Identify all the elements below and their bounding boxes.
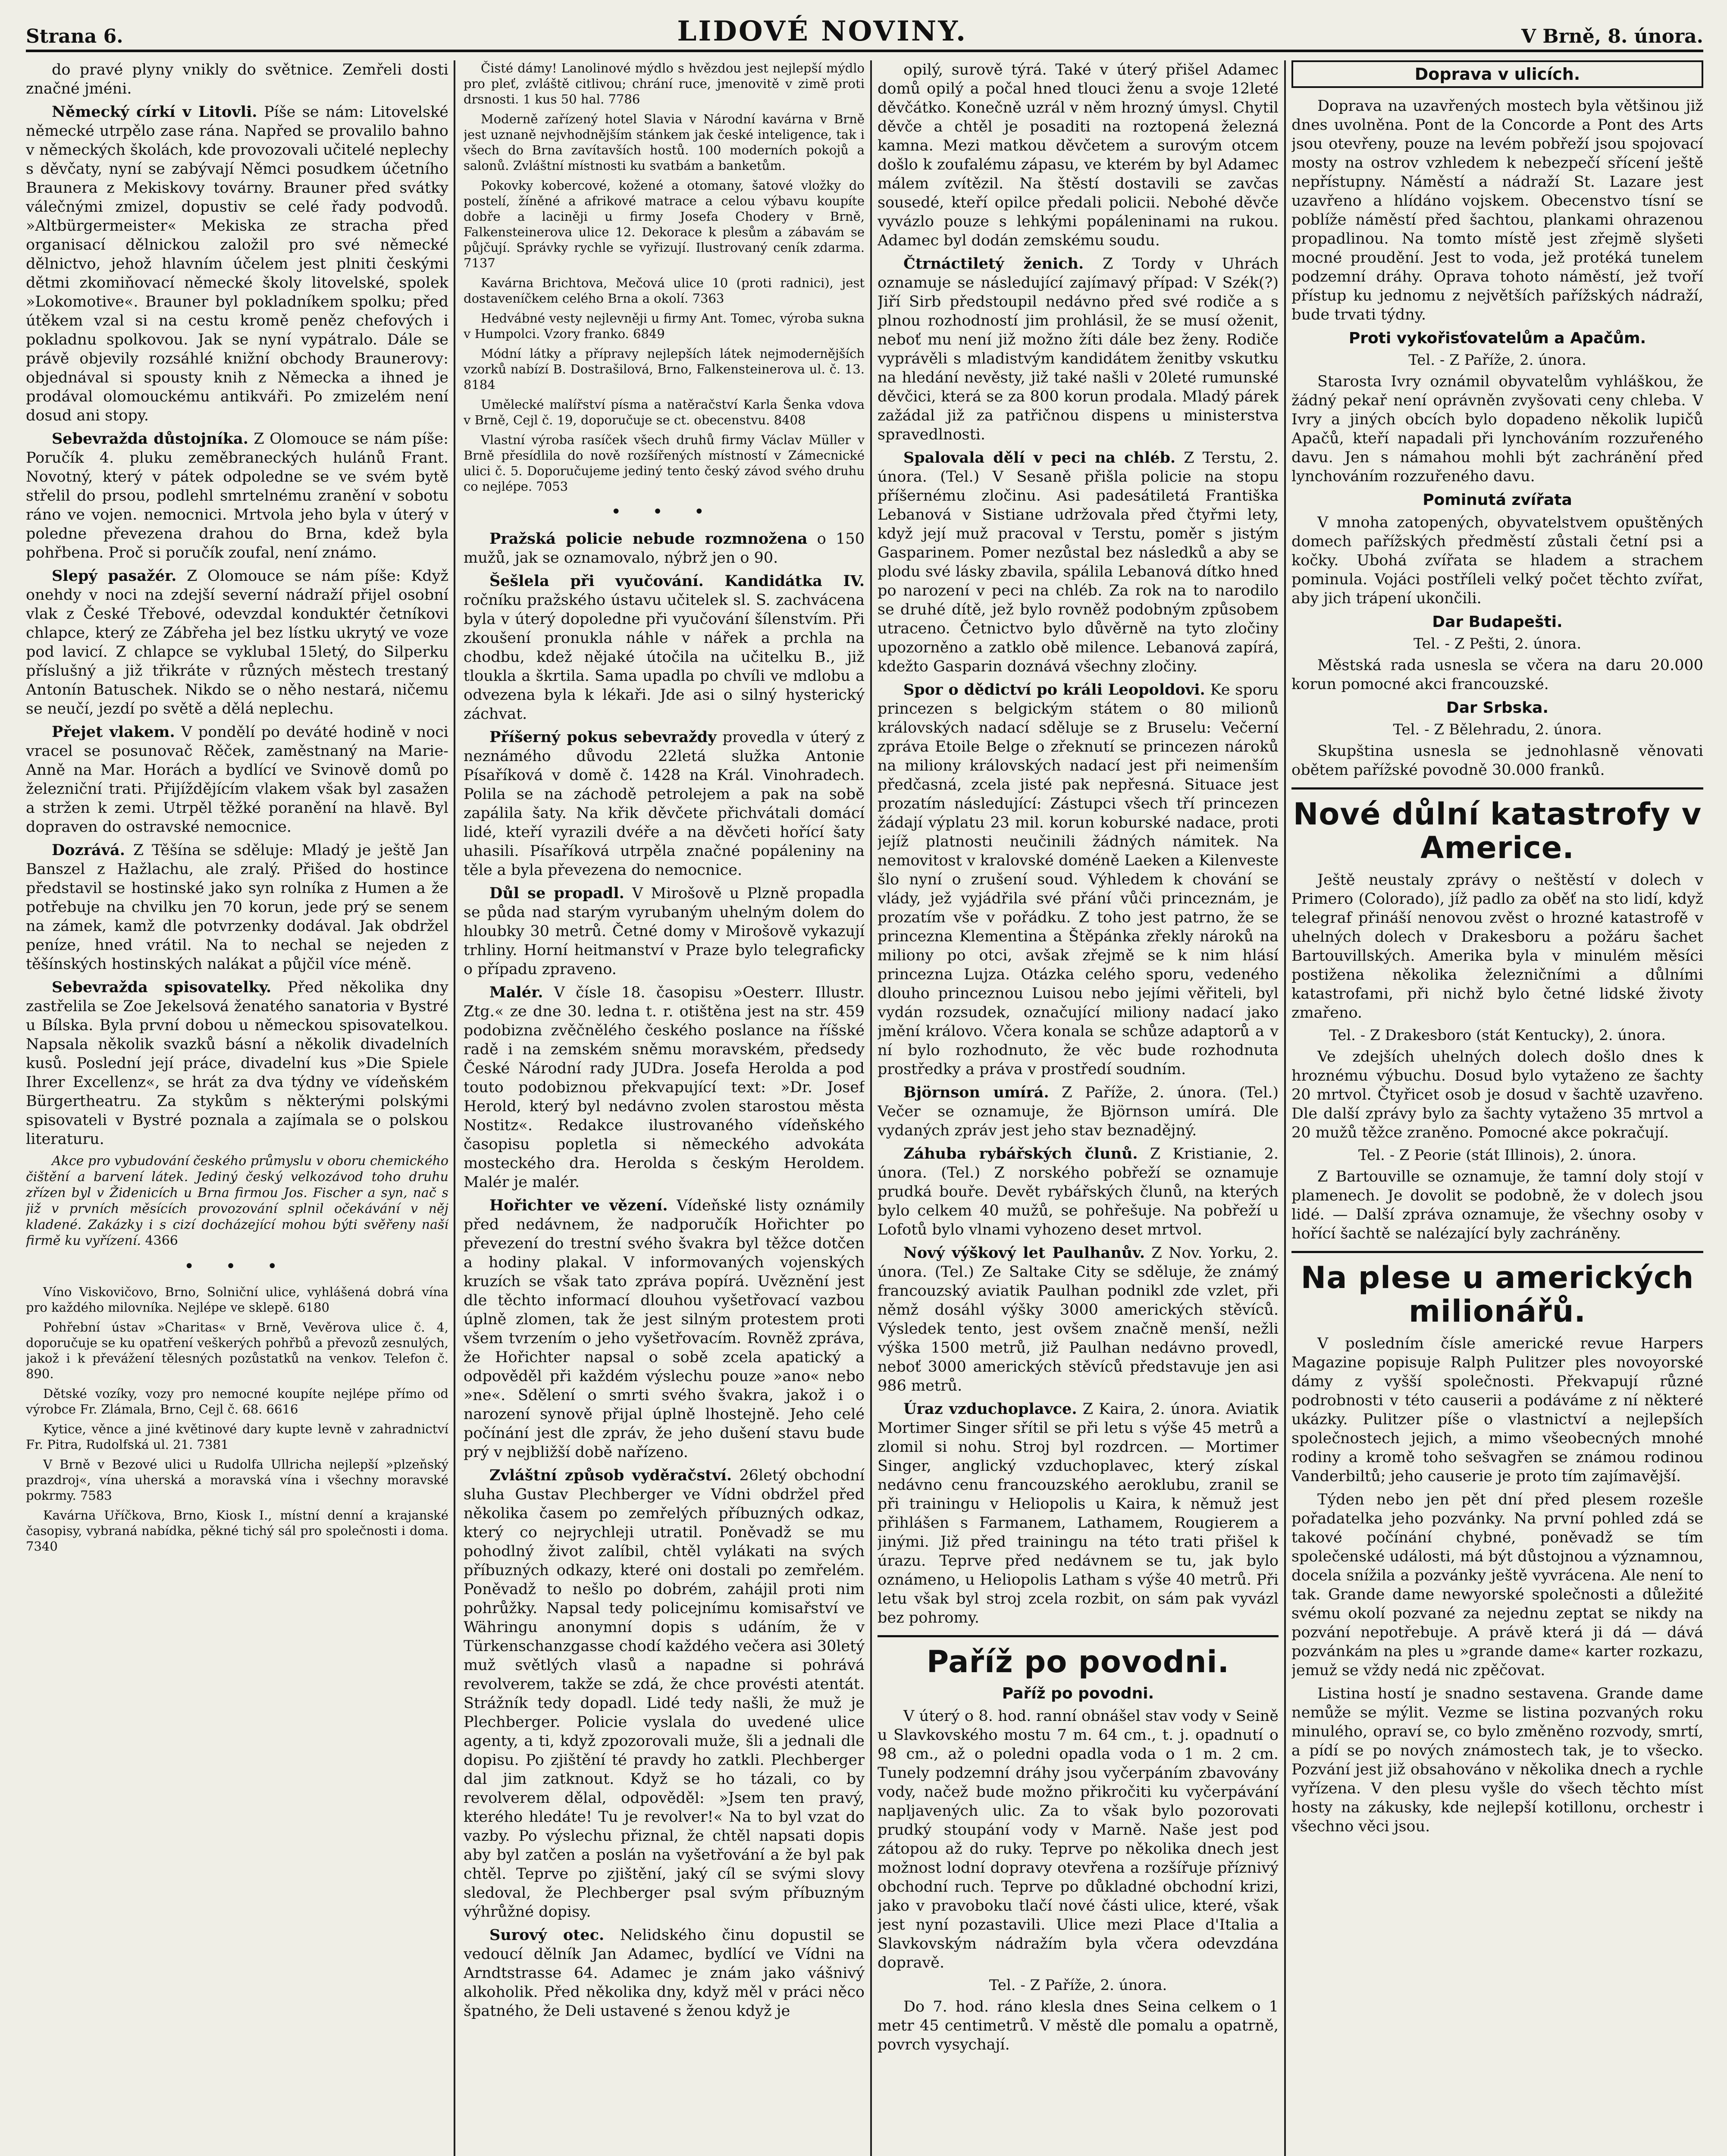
- classified-ad: [464, 111, 865, 173]
- section-heading: Pominutá zvířata: [1423, 491, 1572, 509]
- news-text: provedla v úterý z neznámého důvodu 22letá služka Antonie Písaříková v domě č. 1428 na Král. Vinohradech. Polila se na záchodě petrolejem a pak na sobě zapálila šaty. Na křik děvčete přichvátali domácí lidé, kteří vyrazili dvéře a na děvčeti hořící šaty uhasili. Písaříková utrpěla značné popáleniny na těle a byla převezena do nemocnice.: [464, 729, 865, 879]
- news-text: opilý, surově týrá. Také v úterý přišel Adamec domů opilý a počal hned tlouci ženu a svoje 12leté děvčátko. Konečně uzrál v něm hrozný úmysl. Chytil děvče a chtěl je posaditi na roztopená železná kamna. Mezi matkou děvčetem a surovým otcem došlo k zoufalému zápasu, ve kterém by byl Adamec málem zvítězil. Na štěstí dostavili se zavčas sousedé, kteří opilce předali policii. Nebohé děvče vyvázlo pouze s lehkými popáleninami na rukou. Adamec byl dodán zemskému soudu.: [878, 61, 1279, 249]
- news-item: [464, 572, 865, 724]
- news-item: [878, 448, 1279, 676]
- ad-number: 7053: [536, 479, 568, 494]
- section-rule: [878, 1635, 1279, 1637]
- ad-number: 6616: [266, 1402, 298, 1416]
- masthead-rule: [26, 50, 1703, 52]
- news-item: [464, 884, 865, 979]
- news-text: V čísle 18. časopisu »Oesterr. Illustr. Ztg.« ze dne 30. ledna t. r. otištěna jest na str. 459 podobizna zvěčnělého českého poslance na říšské radě i na zemském sněmu moravském, předsedy České Národní rady JUDra. Josefa Herolda a pod touto podobiznou překvapující text: »Dr. Josef Herold, který byl nedávno zvolen starostou města Nostitz«. Redakce ilustrovaného vídeňského časopisu popletla si německého advokáta mosteckého dra. Herolda s českým Heroldem. Malér je malér.: [464, 984, 865, 1191]
- classified-ad: [464, 432, 865, 494]
- news-text: Ke sporu princezen s belgickým státem o 80 milionů královských nadací sděluje se z Bruselu: Večerní zpráva Etoile Belge o zřeknutí se princezen nároků na miliony královských nadací jest při neimenším předčasná, zcela jisté pak nepřesná. Situace jest prozatím následující: Zástupci všech tří princezen žádají výplatu 23 mil. korun koburské nadace, proti jejíž platnosti neučinili žádných námitek. Na nemovitost v kralovské doméně Laeken a Kilenveste šlo nyní o zrušení soud. Výhledem k chování se vlády, jež vyjádřila své přání vůči princeznám, je prozatím vše v pořádku. Z toho jest patrno, že se princezna Klementina a Štěpánka zřekly nároků na miliony po otci, avšak zřejmě se k nim hlásí princezna Lujza. Otázka celého sporu, vedeného dlouho princeznou Luisou nebo jejími věřiteli, byl vydán rozsudek, označující miliony nadací jako jmění královo. Včera konala se schůze adaptorů a v ní bylo rozhodnuto, že věc bude rozhodnuta prostředky a práva v prostředí soudním.: [878, 681, 1279, 1078]
- news-text: Z Těšína se sděluje: Mladý je ještě Jan Banszel z Hažlachu, ale zralý. Přišed do hostince představil se hostinské jako syn rolníka z Humen a že potřebuje na chvilku jen 70 korun, jede prý se senem na zámek, kamž dle potvrzenky dodával. Jak obdržel peníze, hned vrátil. Na to nechal se nejeden z těšínských hostinských nalákat a půjčil více méně.: [26, 842, 448, 973]
- news-item: [464, 728, 865, 880]
- news-lead: Nový výškový let Paulhanův.: [903, 1244, 1145, 1262]
- news-text: Z Paříže, 2. února. (Tel.) Večer se oznamuje, že Björnson umírá. Dle vydaných zpráv jest jeho stav beznadějný.: [878, 1084, 1279, 1139]
- news-lead: Důl se propadl.: [489, 884, 624, 902]
- ad-text: V Brně v Bezové ulici u Rudolfa Ullricha nejlepší »plzeňský prazdroj«, vína uherská a moravská vína i všechny moravské pokrmy.: [26, 1457, 448, 1503]
- column-rule: [870, 60, 872, 2156]
- article-text: V úterý o 8. hod. ranní obnášel stav vody v Seině u Slavkovského mostu 7 m. 64 cm., t. j. opadnutí o 98 cm., až o poledni opadla voda o 1 m. 2 cm. Tunely podzemní dráhy jsou vyčerpáním zbavovány vody, načež bude možno přikročiti ku vyčerpávání napljavených ulic. Za to však bylo pozorovati prudký stoupání vody v Marně. Naše jest pod zátopou až do ruky. Teprve po několika dnech jest možnost lodní dopravy otevřena a rozšířuje příznivý obchodní ruch. Teprve po důkladné obchodní krizi, jako v pravoboku tlačí nové části ulice, které, však jest nyní pozastavili. Ulice mezi Place d'Italia a Slavkovským nádražím byla včera odevzdána dopravě.: [878, 1708, 1279, 1971]
- section-rule: [1291, 787, 1703, 790]
- news-item: [878, 1244, 1279, 1395]
- ad-number: 6849: [633, 326, 665, 341]
- ad-number: 8408: [774, 413, 806, 427]
- news-text: Nelidského činu dopustil se vedoucí dělník Jan Adamec, bydlící ve Vídni na Arndtstrasse 64. Adamec je znám jako vášnivý alkoholik. Před několika dny, když měl v práci něco špatného, že Deli ustavené s ženou když je: [464, 1927, 865, 2020]
- dateline: Tel. - Z Peorie (stát Illinois), 2. února.: [1358, 1147, 1636, 1164]
- dateline: Tel. - Z Bělehradu, 2. února.: [1393, 721, 1602, 738]
- newspaper-title: LIDOVÉ NOVINY.: [677, 15, 968, 47]
- section-separator: • • •: [611, 502, 718, 522]
- news-item: [464, 1926, 865, 2021]
- classified-ad: [464, 346, 865, 392]
- ad-text: Umělecké malířství písma a natěračství Karla Šenka vdova v Brně, Cejl č. 19, doporučuje se ct. obecenstvu.: [464, 397, 865, 427]
- news-text: V Mirošově u Plzně propadla se půda nad starým vyrubaným uhelným dolem do hloubky 30 metrů. Četné domy v Mirošově vykazují trhliny. Horní heitmanství v Praze bylo telegraficky o případu zpraveno.: [464, 885, 865, 978]
- news-lead: Spor o dědictví po králi Leopoldovi.: [903, 681, 1205, 699]
- news-text: V pondělí po deváté hodině v noci vracel se posunovač Rěček, zaměstnaný na Marie-Anně na Mar. Horách a bydlící ve Svinově domů po železniční trati. Přijíždějícím vlakem však byl zasažen a stržen k zemi. Utrpěl těžké poranění na hlavě. Byl dopraven do ostravské nemocnice.: [26, 724, 448, 836]
- article-text: V posledním čísle americké revue Harpers Magazine popisuje Ralph Pulitzer ples novoyorské dámy z vyšší společnosti. Překvapují různé podrobnosti v této causerii a podáváme z ní některé ukázky. Pulitzer píše o vlastnictví a nejlepších společnostech jejich, a mimo všeobecných mnohé rodiny a kromě toho sešvagřen se známou rodinou Vanderbiltů; jeho causerie je proto tím zajímavější.: [1291, 1335, 1703, 1485]
- news-lead: Björnson umírá.: [903, 1084, 1049, 1101]
- ad-text: Kavárna Brichtova, Mečová ulice 10 (proti radnici), jest dostaveníčkem celého Brna a okolí.: [464, 276, 865, 306]
- article-text: V mnoha zatopených, obyvatelstvem opuštěných domech pařížských předměstí zůstali četní psi a kočky. Ubohá zvířata se hladem a strachem pominula. Vojáci postříleli velký počet těchto zvířat, aby jich trápení ukončili.: [1291, 514, 1703, 607]
- masthead: [26, 13, 1703, 47]
- article-text: Ještě neustaly zprávy o neštěstí v dolech v Primero (Colorado), jíž padlo za oběť na sto lidí, když telegraf přináší nenovou zvěst o hrozné katastrofě v uhelných dolech v Drakesboru a požáru šachet Bartouvillských. Amerika byla v minulém měsíci postižena několika železničními a důlními katastrofami, při nichž bylo četné lidské životy zmařeno.: [1291, 871, 1703, 1022]
- headline-millionaires-ball: Na plese u amerických milionářů.: [1301, 1260, 1694, 1329]
- dateline: Tel. - Z Drakesboro (stát Kentucky), 2. února.: [1329, 1027, 1666, 1044]
- section-heading-box: Doprava v ulicích.: [1291, 60, 1703, 88]
- news-item: [464, 1196, 865, 1462]
- news-item: [878, 1083, 1279, 1140]
- news-text: Z Kaira, 2. února. Aviatik Mortimer Singer sřítil se při letu s výše 45 metrů a zlomil si nohu. Stroj byl rozdrcen. — Mortimer Singer, anglický vzduchoplavec, který získal nedávno cenu francouzského aeroklubu, zranil se při trainingu v Heliopolis u Kaira, k němuž jest přihlášen s Farmanem, Lathamem, Rougierem a jinými. Již před trainingu na této trati přišel k úrazu. Teprve před nedávnem se tu, jak bylo oznámeno, u Heliopolis Latham s výše 40 metrů. Při letu však byl stroj zcela rozbit, on sám pak vyvázl bez pohromy.: [878, 1401, 1279, 1626]
- classified-ad: [26, 1507, 448, 1554]
- news-lead: Sebevražda spisovatelky.: [52, 978, 272, 996]
- ad-number: 7583: [80, 1488, 112, 1503]
- news-text: Z Nov. Yorku, 2. února. (Tel.) Ze Saltake City se sděluje, že známý francouzský aviatik Paulhan podnikl zde vzlet, při němž dosáhl výšky 3000 amerických stěvíců. Výsledek tento, jest ovšem značně menší, nežli výška 1500 metrů, již Paulhan nedávno provedl, neboť 3000 amerických stěvíců představuje jen asi 986 metrů.: [878, 1244, 1279, 1395]
- article-text: Do 7. hod. ráno klesla dnes Seina celkem o 1 metr 45 centimetrů. V městě dle pomalu a opatrně, povrch vysychají.: [878, 1998, 1279, 2053]
- news-item: [464, 1466, 865, 1921]
- article-text: Týden nebo jen pět dní před plesem rozešle pořadatelka jeho pozvánky. Na první pohled zdá se takové počínání chybné, poněvadž se tím společenské události, má být důstojnou a významnou, docela snížila a pozvánky ještě vyvrácena. Ale není to tak. Grande dame newyorské společnosti a důležité svému okolí pozvané za nejednu zeptat se nikdy na pozvání nepotřebuje. A právě která ji dá — dává pozvánkám na ples u »grande dame« karter rozkazu, jemuž se vždy nedá nic zpěčovat.: [1291, 1491, 1703, 1679]
- ad-text: Módní látky a přípravy nejlepších látek nejmodernějších vzorků nabízí B. Dostrašilová, Brno, Falkensteinerova ul. č. 13.: [464, 346, 865, 376]
- ad-number: 7786: [608, 92, 640, 107]
- column-rule: [1284, 60, 1286, 2156]
- news-text: Z Olomouce se nám píše: Poručík 4. pluku zeměbraneckých hulánů Frant. Novotný, který v pátek odpoledne se ve svém bytě střelil do prsou, podlehl smrtelnému zranění v sobotu ráno ve vojen. nemocnici. Mrtvola jeho byla v úterý v poledne převezena drahou do Brna, kdež byla pohřbena. Proč si poručík zoufal, není známo.: [26, 430, 448, 561]
- column-3: [878, 60, 1279, 2156]
- article-text: Z Bartouville se oznamuje, že tamní doly stojí v plamenech. Je dovolit se podobně, že v dolech jsou lidé. — Další zpráva oznamuje, že všechny osoby v hořící šachtě se nalézající byly zachráněny.: [1291, 1168, 1703, 1242]
- page-number: Strana 6.: [26, 25, 123, 47]
- ad-number: 4366: [145, 1233, 178, 1248]
- ad-number: 8184: [464, 377, 495, 392]
- classified-ad: [464, 178, 865, 271]
- headline-mine-disasters: Nové důlní katastrofy v Americe.: [1293, 796, 1702, 865]
- ad-text: Dětské vozíky, vozy pro nemocné koupíte nejlépe přímo od výrobce Fr. Zlámala, Brno, Cejl č. 68.: [26, 1386, 448, 1416]
- news-lead: Čtrnáctiletý ženich.: [903, 255, 1084, 273]
- small-notice-text: Akce pro vybudování českého průmyslu v oboru chemického čištění a barvení látek. Jediný český velkozávod toho druhu zřízen byl v Židenicích u Brna firmou Jos. Fischer a syn, nač s již v prvních měsících provozování splnil očekávání v něj kladené. Zakázky i s cizí docházející mohou býti svěřeny naší firmě ku vyřízení.: [26, 1153, 448, 1248]
- article-continuation: do pravé plyny vnikly do světnice. Zemřeli dosti značné jméni.: [26, 61, 448, 97]
- news-item: [26, 429, 448, 562]
- news-text: Vídeňské listy oznámily před nedávnem, že nadporučík Hořichter po převezení do trestní svého švakra byl těžce dotčen a hodiny plakal. V informovaných vojenských kruzích se však tato zpráva popírá. Uvěznění jest dle těchto informací dlouhou vyšetřovací vazbou úplně zlomen, tak že jest silným protestem proti všem tvrzením o jeho vyšetřovacím. Rovněž zpráva, že Hořichter napsal o sobě zcela apatický a odpověděl při každém výslechu pouze »ano« nebo »ne«. Sdělení o smrti svého švakra, jakož i o narození synově přijal úplně lhostejně. Jeho celé počínání jest dle zpráv, že jeho dušení stavu bude prý v nejbližší době nařízeno.: [464, 1197, 865, 1461]
- ad-number: 7340: [26, 1539, 58, 1554]
- news-text: Z Olomouce se nám píše: Když onehdy v noci na zdejší severní nádraží přijel osobní vlak z České Třebové, odevzdal konduktér četníkovi chlapce, který ze Zábřeha jel bez lístku ukrytý ve voze pod lavicí. Z chlapce se vyklubal 15letý, do Silperku příslušný a již třikráte v různých městech trestaný Antonín Batuschek. Nikdo se o něho nestará, ničemu se neučí, jezdí po světě a dělá neplechu.: [26, 567, 448, 718]
- ad-text: Kytice, věnce a jiné květinové dary kupte levně v zahradnictví Fr. Pitra, Rudolfská ul. 21.: [26, 1422, 448, 1452]
- news-text: o 150 mužů, jak se oznamovalo, nýbrž jen o 90.: [464, 530, 865, 567]
- news-text: Píše se nám: Litovelské německé utrpělo zase rána. Napřed se provalilo bahno v německých školách, kde provozovali učitelé neplechy s děvčaty, nyní se zabývají Němci posudkem účetního Braunera z Mekiskovy továrny. Brauner před svátky válečnými zmizel, dopustiv se celé řady podvodů. »Altbürgermeister« Mekiska ze stracha před organisací dělnickou založil pro své německé dělnictvo, jehož hlavním účelem jest plniti českými dětmi zkomiňovací německé školy litovelské, spolek »Lokomotive«. Brauner byl pokladníkem spolku; před útěkem vzal si na cestu kromě peněz chefových i pokladnu spolkovou. Jak se nyní vypátralo. Dále se právě objevily rozsáhlé knižní obchody Braunerovy: objednával si spousty knih z Německa a ihned je prodával olomouckému antikváři. Po zmizelém není dosud ani stopy.: [26, 103, 448, 424]
- classified-ads: [26, 1284, 448, 1554]
- ad-number: 7381: [197, 1437, 229, 1452]
- news-lead: Spalovala dělí v peci na chléb.: [903, 449, 1176, 467]
- news-item: [878, 680, 1279, 1079]
- article-text: Starosta Ivry oznámil obyvatelům vyhláškou, že žádný pekař není oprávněn zvyšovati ceny chleba. V Ivry a jiných obcích bylo dopadeno několik lupičů Apačů, kteří napadali při lynchováním rozzuřeného davu. Jen s námahou mohli být zachránění před lynchováním rozzuřeného davu.: [1291, 373, 1703, 485]
- news-lead: Sebevražda důstojníka.: [52, 430, 248, 448]
- classified-ad: [26, 1457, 448, 1503]
- section-heading: Dar Budapešti.: [1432, 613, 1563, 631]
- dateline: Tel. - Z Paříže, 2. února.: [1408, 351, 1586, 369]
- article-text: Listina hostí je snadno sestavena. Grande dame nemůže se mýlit. Vezme se listina pozvaných roku minulého, opraví se, co bylo změněno rozvody, smrtí, a pídí se po nových známostech tak, je to všecko. Pozvání jest již obsahováno v několika dnech a rychle vyřízena. V den plesu vyšle do všech těchto míst hosty na zákusky, kde nejlepší kotillonu, orchestr i všechno věci jsou.: [1291, 1685, 1703, 1835]
- news-lead: Pražská policie nebude rozmnožena: [489, 530, 808, 548]
- news-item: [26, 723, 448, 837]
- article-text: Skupština usnesla se jednohlasně věnovati obětem pařížské povodně 30.000 franků.: [1291, 743, 1703, 779]
- news-lead: Zvláštní způsob vyděračství.: [489, 1467, 732, 1484]
- classified-ad: [464, 60, 865, 107]
- classified-ad: [26, 1386, 448, 1417]
- news-text: Před několika dny zastřelila se Zoe Jekelsová ženatého sanatoria v Bystré u Bílska. Byla první dobou u německou spisovatelkou. Napsala několik svazků básní a několik divadelních kusů. Poslední její práce, divadelní kus »Die Spiele Ihrer Excellenz«, se hrát za dva týdny ve vídeňském Bürgertheatru. Za stykům s některými polskými spisovateli v Bystré poznala a zajímala se o polskou literaturu.: [26, 979, 448, 1148]
- ad-number: 6180: [298, 1300, 330, 1315]
- dateline: Tel. - Z Paříže, 2. února.: [989, 1977, 1167, 1994]
- news-lead: Německý církí v Litovli.: [52, 103, 257, 121]
- classified-ad: [464, 397, 865, 428]
- section-heading: Proti vykořisťovatelům a Apačům.: [1348, 329, 1646, 347]
- classified-ad: [464, 310, 865, 342]
- column-1: [26, 60, 448, 2156]
- article-text: Doprava na uzavřených mostech byla většinou již dnes uvolněna. Pont de la Concorde a Pont des Arts jsou otevřeny, pouze na levém pobřeží jsou spojovací mosty na ostrov vzhledem k nebezpečí sřícení ještě nepřístupny. Náměstí a nádraží St. Lazare jest uzavřeno a hlídáno vojskem. Obecenstvo tísní se poblíže náměstí před šachtou, plankami ohrazenou propadlinou. Na tomto místě jest zřejmě slyšeti mocné proudění. Jest to voda, jež protéká tunelem podzemní dráhy. Oprava tohoto náměstí, jež tvoří přístup ku jednomu z největších pařížských nádraží, bude trvati týdny.: [1291, 97, 1703, 323]
- ad-number: 7363: [692, 291, 724, 306]
- ad-text: Pohřební ústav »Charitas« v Brně, Vevěrova ulice č. 4, doporučuje se ku opatření veškerých pohřbů a převozů zesnulých, jakož i k převážení tělesných pozůstatků na venkov. Telefon č. 890.: [26, 1320, 448, 1381]
- news-item: [878, 1144, 1279, 1239]
- news-text: Z Terstu, 2. února. (Tel.) V Sesaně přišla policie na stopu příšernému zločinu. Asi padesátiletá Františka Lebanová v Sistiane udržovala před čtyřmi lety, když její muž pracoval v Terstu, poměr s jistým Gasparinem. Pomer nezůstal bez následků a aby se plodu své lásky zbavila, spálila Lebanová dítko hned po narození v peci na chléb. Za rok na to narodilo se druhé dítě, jež bylo rovněž podobným způsobem utraceno. Četnictvo bylo důvěrně na tyto zločiny upozorněno a zatklo obě milence. Lebanová zapírá, kdežto Gasparin doznává všechny zločiny.: [878, 449, 1279, 675]
- column-2: [464, 60, 865, 2156]
- ad-text: Pokovky kobercové, kožené a otomany, šatové vložky do postelí, žíněné a afrikové matrace a celou výbavu koupíte dobře a laciněji u firmy Josefa Chodery v Brně, Falkensteinerova ulice 12. Dekorace k plesům a zábavám se půjčují. Správky rychle se vyřizují. Ilustrovaný ceník zdarma.: [464, 178, 865, 255]
- section-heading: Dar Srbska.: [1446, 699, 1549, 717]
- article-text: Městská rada usnesla se včera na daru 20.000 korun pomocné akci francouzské.: [1291, 657, 1703, 693]
- news-text: 26letý obchodní sluha Gustav Plechberger ve Vídni obdržel před několika časem po zemřelých příbuzných odkaz, který co nejrychleji utratil. Poněvadž se mu pohodlný život zalíbil, chtěl vylákati na svých příbuzných odkazy, které oni dostali po zemřelém. Poněvadž to nešlo po dobrém, zahájil proti nim pohrůžky. Napsal tedy policejnímu komisařství ve Währingu anonymní dopis s udáním, že v Türkenschanzgasse chodí každého večera asi 30letý muž světlých vlasů a napadne si pohrává revolverem, takže se zdá, že chce provésti atentát. Strážník tedy dopadl. Lidé tedy našli, že muž je Plechberger. Policie vyslala do uvedené ulice agenty, a ti, když zpozorovali muže, šli a jednali dle dopisu. Po zjištění té pravdy ho zatkli. Plechberger dal jim zatknout. Když se ho tázali, co by revolverem dělal, odpověděl: »Jsem ten pravý, kterého hledáte! Tu je revolver!« Na to byl vzat do vazby. Po výslechu přiznal, že chtěl napsati dopis aby byl zatčen a poslán na vyšetřování a že byl pak chtěl. Teprve po zjištění, jaký cíl se svými slovy sledoval, že Plechberger psal svým příbuzným výhrůžné dopisy.: [464, 1467, 865, 1921]
- news-item: [878, 1400, 1279, 1627]
- news-item: [464, 983, 865, 1192]
- news-lead: Slepý pasažér.: [52, 567, 177, 585]
- section-rule: [1291, 1251, 1703, 1253]
- ad-text: Vlastní výroba rasíček všech druhů firmy Václav Müller v Brně přesídlila do nově rozšířených místností v Zámecnické ulici č. 5. Doporučujeme jediný tento český závod svého druhu co nejlépe.: [464, 432, 865, 494]
- classified-ad: [464, 275, 865, 306]
- classified-ad: [26, 1284, 448, 1315]
- classified-ads: [464, 60, 865, 494]
- news-lead: Surový otec.: [489, 1926, 605, 1944]
- section-separator: • • •: [184, 1257, 291, 1276]
- news-lead: Příšerný pokus sebevraždy: [489, 728, 717, 746]
- headline-paris-flood: Paříž po povodni.: [926, 1644, 1230, 1680]
- news-text: Z Kristianie, 2. února. (Tel.) Z norského pobřeží se oznamuje prudká bouře. Devět rybářských člunů, na kterých bylo celkem 40 mužů, se pohřešuje. Na pobřeží u Lofotů bylo vlnami vyhozeno deset mrtvol.: [878, 1145, 1279, 1238]
- issue-date: V Brně, 8. února.: [1521, 25, 1703, 47]
- small-notice: [26, 1153, 448, 1249]
- ad-text: Moderně zařízený hotel Slavia v Národní kavárna v Brně jest uznaně nejvhodnějším stánkem jak české inteligence, tak i všech do Brna zavítavších hostů. 100 moderních pokojů a salonů. Zvláštní místnosti ku svatbám a banketům.: [464, 112, 865, 173]
- news-item: [26, 103, 448, 425]
- news-item: [26, 841, 448, 974]
- classified-ad: [26, 1421, 448, 1452]
- news-item: [464, 530, 865, 567]
- news-item: [26, 978, 448, 1149]
- dateline: Tel. - Z Pešti, 2. února.: [1413, 635, 1582, 652]
- news-item: [878, 254, 1279, 444]
- column-4: [1291, 60, 1703, 2156]
- news-lead: Záhuba rybářských člunů.: [903, 1145, 1138, 1163]
- news-lead: Úraz vzduchoplavce.: [903, 1400, 1077, 1418]
- subhead-paris-flood: Paříž po povodni.: [1002, 1685, 1154, 1702]
- news-lead: Malér.: [489, 984, 543, 1001]
- news-lead: Dozrává.: [52, 841, 125, 859]
- column-rule: [454, 60, 455, 2156]
- news-lead: Šešlela při vyučování. Kandidátka IV.: [489, 572, 865, 590]
- ad-number: 7137: [464, 256, 495, 270]
- news-item: [878, 60, 1279, 250]
- ad-text: Čisté dámy! Lanolinové mýdlo s hvězdou jest nejlepší mýdlo pro pleť, zvláště citlivou; chrání ruce, jmenovitě v zimě proti drsnosti. 1 kus 50 hal.: [464, 61, 865, 107]
- ad-text: Víno Viskovičovo, Brno, Solniční ulice, vyhlášená dobrá vína pro každého milovníka. Nejlépe ve sklepě.: [26, 1285, 448, 1315]
- ad-text: Hedvábné vesty nejlevněji u firmy Ant. Tomec, výroba sukna v Humpolci. Vzory franko.: [464, 311, 865, 341]
- ad-text: Kavárna Uříčkova, Brno, Kiosk I., místní denní a krajanské časopisy, vybraná nabídka, pěkné tichý sál pro společnosti i doma.: [26, 1508, 448, 1538]
- article-text: Ve zdejších uhelných dolech došlo dnes k hroznému výbuchu. Dosud bylo vytaženo ze šachty 20 mrtvol. Čtyřicet osob je dosud v šachtě uzavřeno. Dle další zprávy bylo za šachty vytaženo 35 mrtvol a 20 mužů těžce zraněno. Pomocné akce pokračují.: [1291, 1048, 1703, 1141]
- news-item: [26, 567, 448, 718]
- news-lead: Hořichter ve vězení.: [489, 1197, 668, 1214]
- news-text: ročníku pražského ústavu učitelek sl. S. zachvácena byla v úterý dopoledne při vyučování šílenstvím. Při zkoušení pronukla náhle v nářek a prchla na chodbu, kdež nějaké útočila na učitelku B., již tloukla a škrtila. Sama upadla po chvíli ve mdlobu a odvezena byla k lékaři. Jde asi o silný hysterický záchvat.: [464, 592, 865, 723]
- news-lead: Přejet vlakem.: [52, 723, 175, 741]
- news-text: Z Tordy v Uhrách oznamuje se následující zajímavý případ: V Szék(?) Jiří Sirb předstoupil nedávno před své rodiče a s plnou rozhodností jim prohlásil, že se musí oženit, neboť mu není již možno žíti dále bez ženy. Rodiče vyprávěli s mladistvým kandidátem ženitby vskutku na hledání nevěsty, již také našli v 20leté rumunské děvčici, která se za 800 korun prodala. Mladý párek zažádal již za patřičnou dispens u ministerstva spravedlnosti.: [878, 255, 1279, 443]
- classified-ad: [26, 1319, 448, 1382]
